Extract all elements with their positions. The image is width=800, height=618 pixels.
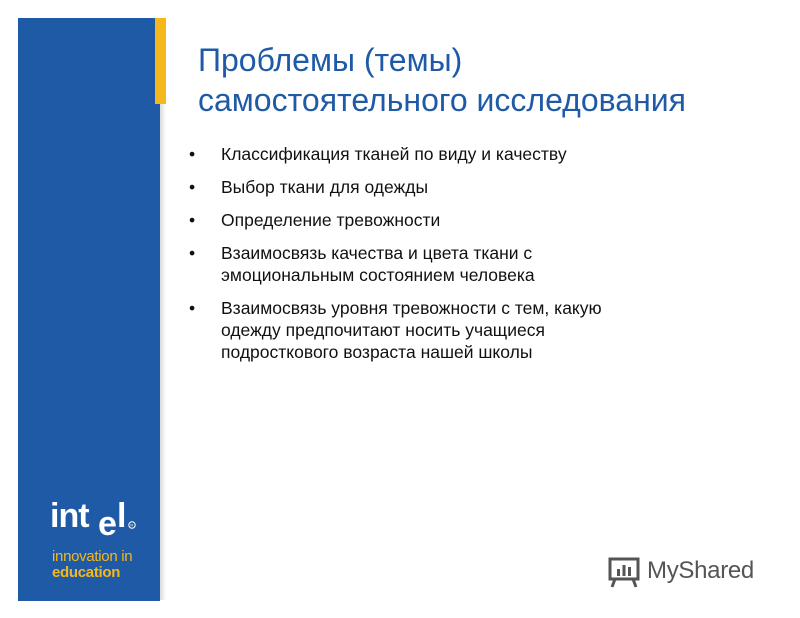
bullet-dot: • (189, 210, 196, 230)
bullet-item (189, 209, 659, 231)
bullet-dot: • (189, 177, 196, 197)
myshared-watermark (607, 555, 767, 591)
accent-bar (155, 18, 166, 104)
tagline-line2: education (52, 564, 121, 581)
tagline-line1: innovation in (52, 548, 133, 565)
bullet-item (189, 143, 659, 165)
bullet-list (189, 143, 659, 374)
bullet-item (189, 242, 659, 286)
bullet-item (189, 297, 659, 363)
svg-text:l: l (117, 497, 127, 535)
bullet-text: Взаимосвязь уровня тревожности с тем, какую одежду предпочитают носить учащиеся подросткового возраста нашей школы (221, 298, 602, 362)
bullet-text: Классификация тканей по виду и качеству (221, 144, 567, 164)
bullet-text: Взаимосвязь качества и цвета ткани с эмоциональным состоянием человека (221, 243, 535, 285)
slide-title (198, 40, 788, 120)
bullet-dot: • (189, 243, 196, 263)
presentation-board-icon (607, 555, 643, 589)
watermark-text: MyShared (647, 557, 754, 584)
title-line1: Проблемы (темы) (198, 42, 463, 78)
svg-text:R: R (130, 522, 134, 528)
bullet-item (189, 176, 659, 198)
bullet-dot: • (189, 144, 196, 164)
bullet-text: Выбор ткани для одежды (221, 177, 429, 197)
svg-text:int: int (50, 497, 89, 535)
accent-shadow (160, 104, 166, 600)
svg-text:e: e (98, 505, 117, 543)
intel-tagline (52, 549, 157, 581)
bullet-dot: • (189, 298, 196, 318)
intel-logo (50, 495, 140, 543)
title-line2: самостоятельного исследования (198, 82, 686, 118)
bullet-text: Определение тревожности (221, 210, 441, 230)
